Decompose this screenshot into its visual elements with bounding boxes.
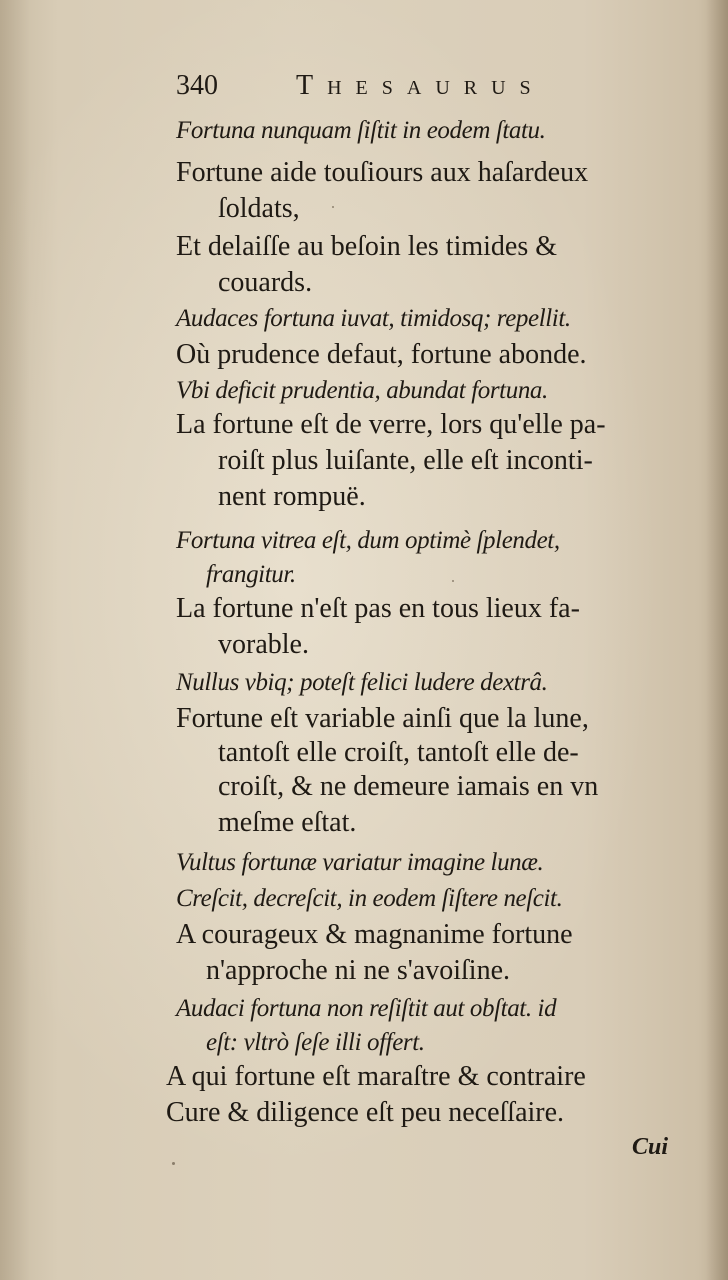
text-line: Et delaiſſe au beſoin les timides & xyxy=(176,231,558,262)
page-edge-shadow-right xyxy=(706,0,728,1280)
text-line: La fortune eſt de verre, lors qu'elle pa- xyxy=(176,409,606,440)
text-line-latin: eſt: vltrò ſeſe illi offert. xyxy=(206,1029,425,1056)
catchword: Cui xyxy=(632,1134,669,1160)
text-line: nent rompuë. xyxy=(218,481,366,512)
paper-speck xyxy=(332,206,334,208)
text-line-latin: Audaces fortuna iuvat, timidosq; repellit. xyxy=(176,305,571,332)
text-line-latin: Vbi deficit prudentia, abundat fortuna. xyxy=(176,377,548,404)
text-line: tantoſt elle croiſt, tantoſt elle de- xyxy=(218,737,579,768)
paper-speck xyxy=(452,580,454,582)
page-header xyxy=(176,70,616,106)
text-line-latin: Vultus fortunæ variatur imagine lunæ. xyxy=(176,849,544,876)
text-line: croiſt, & ne demeure iamais en vn xyxy=(218,771,599,802)
running-title: Thesaurus xyxy=(296,70,545,101)
text-line: Fortune eſt variable ainſi que la lune, xyxy=(176,703,589,734)
text-line: A courageux & magnanime fortune xyxy=(176,919,573,950)
text-line-latin: Audaci fortuna non reſiſtit aut obſtat. id xyxy=(176,995,557,1022)
text-line-latin: frangitur. xyxy=(206,561,296,588)
text-line: Cure & diligence eſt peu neceſſaire. xyxy=(166,1097,565,1128)
text-line: Où prudence defaut, fortune abonde. xyxy=(176,339,587,370)
paper-speck xyxy=(172,1162,175,1165)
text-line: roiſt plus luiſante, elle eſt inconti- xyxy=(218,445,593,476)
text-line: La fortune n'eſt pas en tous lieux fa- xyxy=(176,593,580,624)
page-number: 340 xyxy=(176,70,218,101)
text-line-latin: Fortuna nunquam ſiſtit in eodem ſtatu. xyxy=(176,117,546,144)
text-line: vorable. xyxy=(218,629,309,660)
text-line: Fortune aide touſiours aux haſardeux xyxy=(176,157,589,188)
text-line-latin: Fortuna vitrea eſt, dum optimè ſplendet, xyxy=(176,527,560,554)
text-line: A qui fortune eſt maraſtre & contraire xyxy=(166,1061,586,1092)
text-line: couards. xyxy=(218,267,313,298)
text-line: ſoldats, xyxy=(218,193,300,224)
page-edge-shadow-left xyxy=(0,0,30,1280)
text-line: n'approche ni ne s'avoiſine. xyxy=(206,955,510,986)
text-line-latin: Nullus vbiq; poteſt felici ludere dextrâ. xyxy=(176,669,548,696)
text-line-latin: Creſcit, decreſcit, in eodem ſiſtere neſcit. xyxy=(176,885,563,912)
text-line: meſme eſtat. xyxy=(218,807,357,838)
